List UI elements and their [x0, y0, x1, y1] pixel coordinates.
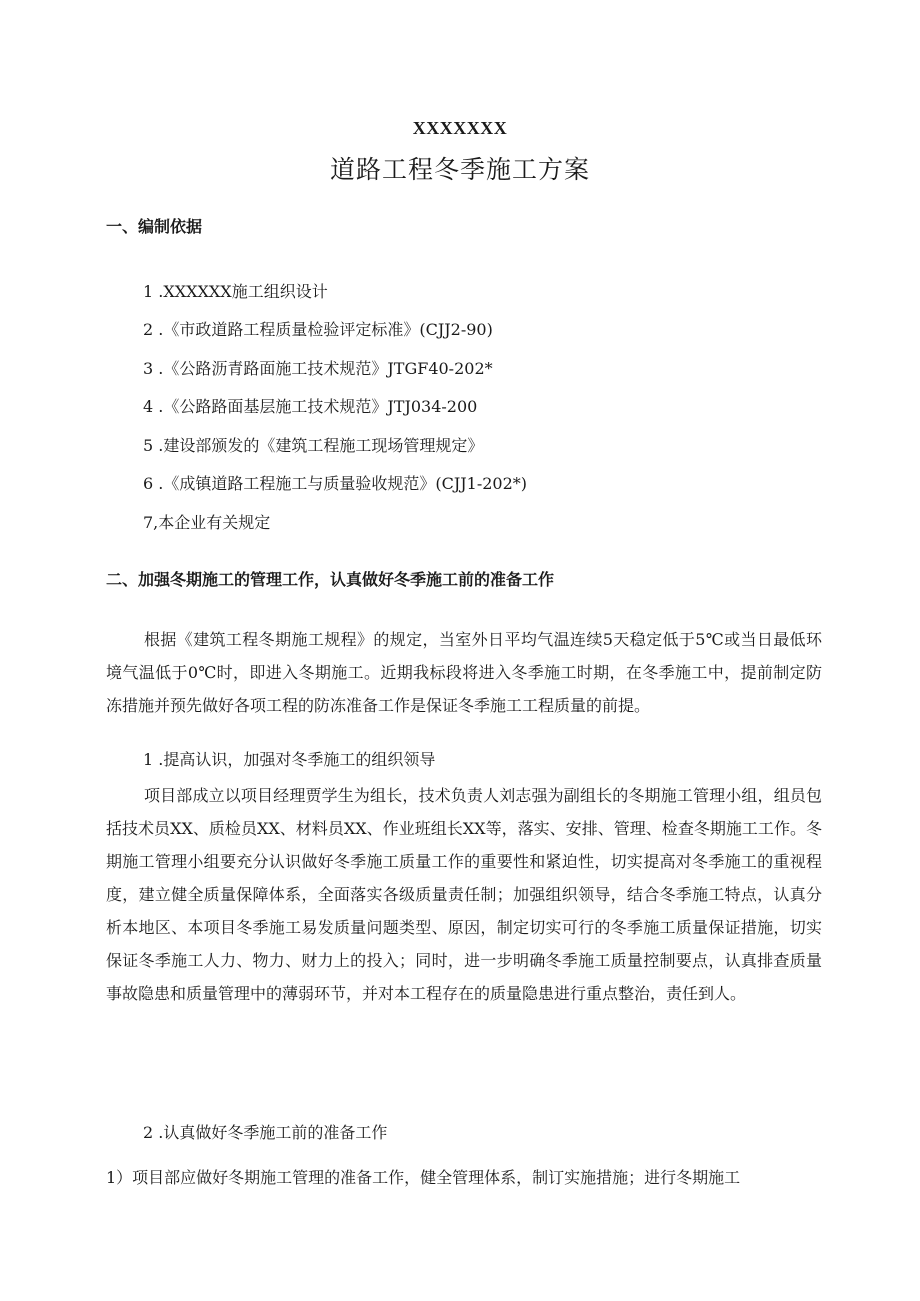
preparation-paragraph: 1）项目部应做好冬期施工管理的准备工作，健全管理体系，制订实施措施；进行冬期施工 — [106, 1168, 741, 1187]
intro-paragraph: 根据《建筑工程冬期施工规程》的规定，当室外日平均气温连续5天稳定低于5℃或当日最低环境气温低于0℃时，即进入冬期施工。近期我标段将进入冬季施工时期，在冬季施工中，提前制定防冻措施并预先做好各项工程的防冻准备工作是保证冬季施工工程质量的前提。 — [106, 630, 822, 715]
basis-item-3: 3 .《公路沥青路面施工技术规范》JTGF40-202* — [143, 359, 493, 378]
company-name: XXXXXXX — [412, 118, 508, 138]
basis-item-6: 6 .《成镇道路工程施工与质量验收规范》(CJJ1-202*) — [143, 474, 528, 493]
basis-item-5: 5 .建设部颁发的《建筑工程施工现场管理规定》 — [143, 436, 484, 455]
subsection-title-2: 2 .认真做好冬季施工前的准备工作 — [143, 1123, 388, 1142]
organization-paragraph: 项目部成立以项目经理贾学生为组长，技术负责人刘志强为副组长的冬期施工管理小组，组员包括技术员XX、质检员XX、材料员XX、作业班组长XX等，落实、安排、管理、检查冬期施工工作。冬期施工管理小组要充分认识做好冬季施工质量工作的重要性和紧迫性，切实提高对冬季施工的重视程度，建立健全质量保障体系，全面落实各级质量责任制；加强组织领导，结合冬季施工特点，认真分析本地区、本项目冬季施工易发质量问题类型、原因，制定切实可行的冬季施工质量保证措施，切实保证冬季施工人力、物力、财力上的投入；同时，进一步明确冬季施工质量控制要点，认真排查质量事故隐患和质量管理中的薄弱环节，并对本工程存在的质量隐患进行重点整治，责任到人。 — [106, 786, 822, 1003]
subsection-title-1: 1 .提高认识，加强对冬季施工的组织领导 — [143, 750, 436, 769]
basis-item-2: 2 .《市政道路工程质量检验评定标准》(CJJ2-90) — [143, 320, 493, 339]
basis-item-4: 4 .《公路路面基层施工技术规范》JTJ034-200 — [143, 397, 478, 416]
document-title: 道路工程冬季施工方案 — [329, 155, 590, 184]
section-heading-basis: 一、编制依据 — [106, 217, 203, 236]
basis-item-1: 1 .XXXXXX施工组织设计 — [143, 282, 328, 301]
basis-item-7: 7,本企业有关规定 — [143, 513, 271, 532]
section-heading-management: 二、加强冬期施工的管理工作，认真做好冬季施工前的准备工作 — [106, 570, 555, 589]
